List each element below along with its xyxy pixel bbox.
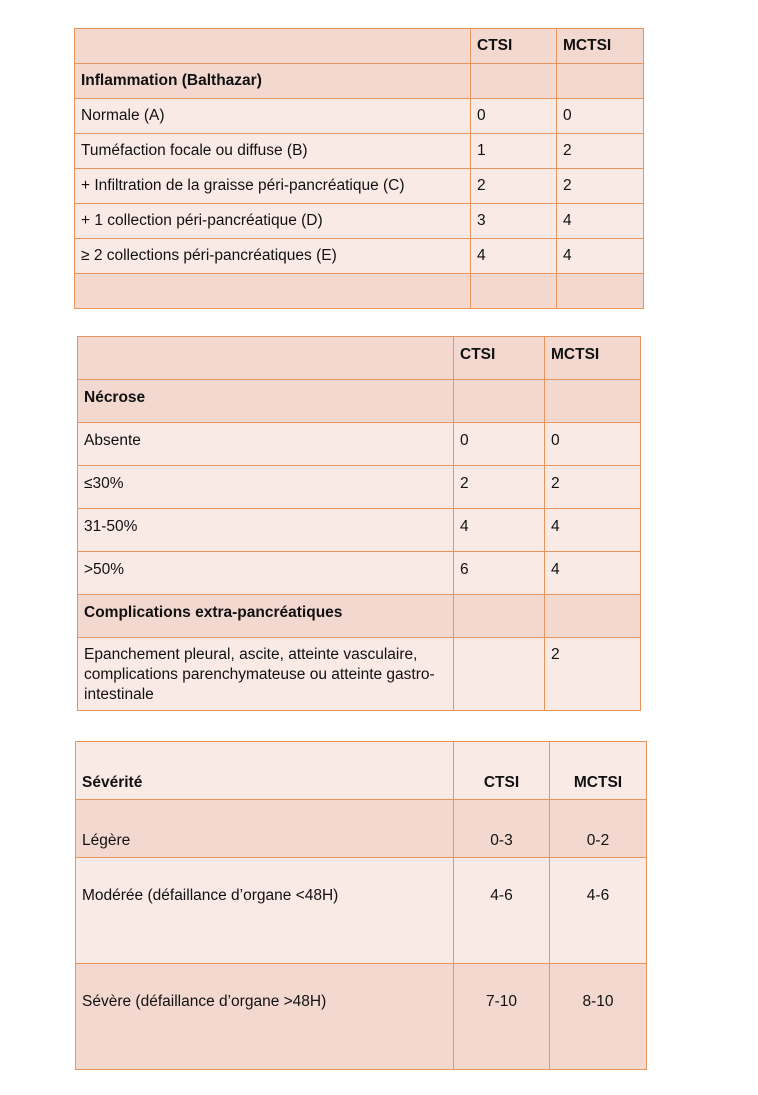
row-label: ≥ 2 collections péri-pancréatiques (E) (75, 239, 471, 274)
row-label: + Infiltration de la graisse péri-pancréatique (C) (75, 169, 471, 204)
mctsi-value: 2 (557, 169, 644, 204)
table-row (76, 858, 647, 964)
table-row (78, 638, 641, 711)
mctsi-value: 4 (557, 239, 644, 274)
table-row (78, 466, 641, 509)
header-cell-mctsi: MCTSI (545, 337, 641, 380)
header-cell-label (75, 29, 471, 64)
empty-cell (557, 64, 644, 99)
section-row (78, 595, 641, 638)
section-title: Inflammation (Balthazar) (75, 64, 471, 99)
table-row (78, 509, 641, 552)
mctsi-value: 4 (545, 552, 641, 595)
empty-cell (557, 274, 644, 309)
header-cell-label: Sévérité (76, 742, 454, 800)
row-label: Sévère (défaillance d’organe >48H) (76, 964, 454, 1070)
empty-cell (545, 380, 641, 423)
ctsi-value: 0-3 (454, 800, 550, 858)
ctsi-value: 1 (471, 134, 557, 169)
header-row (76, 742, 647, 800)
ctsi-value: 2 (471, 169, 557, 204)
ctsi-value: 0 (471, 99, 557, 134)
row-label: >50% (78, 552, 454, 595)
mctsi-value: 0 (557, 99, 644, 134)
table-row (76, 964, 647, 1070)
header-cell-ctsi: CTSI (454, 337, 545, 380)
ctsi-value: 2 (454, 466, 545, 509)
ctsi-value: 0 (454, 423, 545, 466)
section-title: Complications extra-pancréatiques (78, 595, 454, 638)
header-cell-ctsi: CTSI (471, 29, 557, 64)
empty-cell (454, 380, 545, 423)
necrosis-table (77, 336, 641, 711)
section-row (75, 64, 644, 99)
mctsi-value: 8-10 (550, 964, 647, 1070)
empty-cell (471, 64, 557, 99)
table-row (78, 423, 641, 466)
ctsi-value: 3 (471, 204, 557, 239)
row-label: Epanchement pleural, ascite, atteinte vasculaire, complications parenchymateuse ou atteinte gastro-intestinale (78, 638, 454, 711)
section-row (78, 380, 641, 423)
mctsi-value: 0 (545, 423, 641, 466)
header-row (78, 337, 641, 380)
empty-cell (545, 595, 641, 638)
mctsi-value: 2 (557, 134, 644, 169)
row-label: Absente (78, 423, 454, 466)
mctsi-value: 2 (545, 638, 641, 711)
table-row (75, 239, 644, 274)
row-label: Légère (76, 800, 454, 858)
ctsi-value (454, 638, 545, 711)
ctsi-value: 4-6 (454, 858, 550, 964)
inflammation-table (74, 28, 644, 309)
row-label: + 1 collection péri-pancréatique (D) (75, 204, 471, 239)
empty-cell (471, 274, 557, 309)
section-title: Nécrose (78, 380, 454, 423)
header-cell-ctsi: CTSI (454, 742, 550, 800)
header-cell-mctsi: MCTSI (557, 29, 644, 64)
ctsi-value: 4 (454, 509, 545, 552)
mctsi-value: 2 (545, 466, 641, 509)
mctsi-value: 0-2 (550, 800, 647, 858)
ctsi-value: 4 (471, 239, 557, 274)
ctsi-value: 7-10 (454, 964, 550, 1070)
table-row (78, 552, 641, 595)
mctsi-value: 4 (557, 204, 644, 239)
header-cell-label (78, 337, 454, 380)
table-row (75, 169, 644, 204)
mctsi-value: 4 (545, 509, 641, 552)
row-label: Modérée (défaillance d’organe <48H) (76, 858, 454, 964)
empty-cell (454, 595, 545, 638)
header-cell-mctsi: MCTSI (550, 742, 647, 800)
table-row (75, 99, 644, 134)
row-label: Tuméfaction focale ou diffuse (B) (75, 134, 471, 169)
table-row (76, 800, 647, 858)
table-row (75, 204, 644, 239)
row-label: Normale (A) (75, 99, 471, 134)
table-row (75, 134, 644, 169)
empty-cell (75, 274, 471, 309)
mctsi-value: 4-6 (550, 858, 647, 964)
header-row (75, 29, 644, 64)
row-label: ≤30% (78, 466, 454, 509)
ctsi-value: 6 (454, 552, 545, 595)
empty-row (75, 274, 644, 309)
row-label: 31-50% (78, 509, 454, 552)
severity-table (75, 741, 647, 1070)
